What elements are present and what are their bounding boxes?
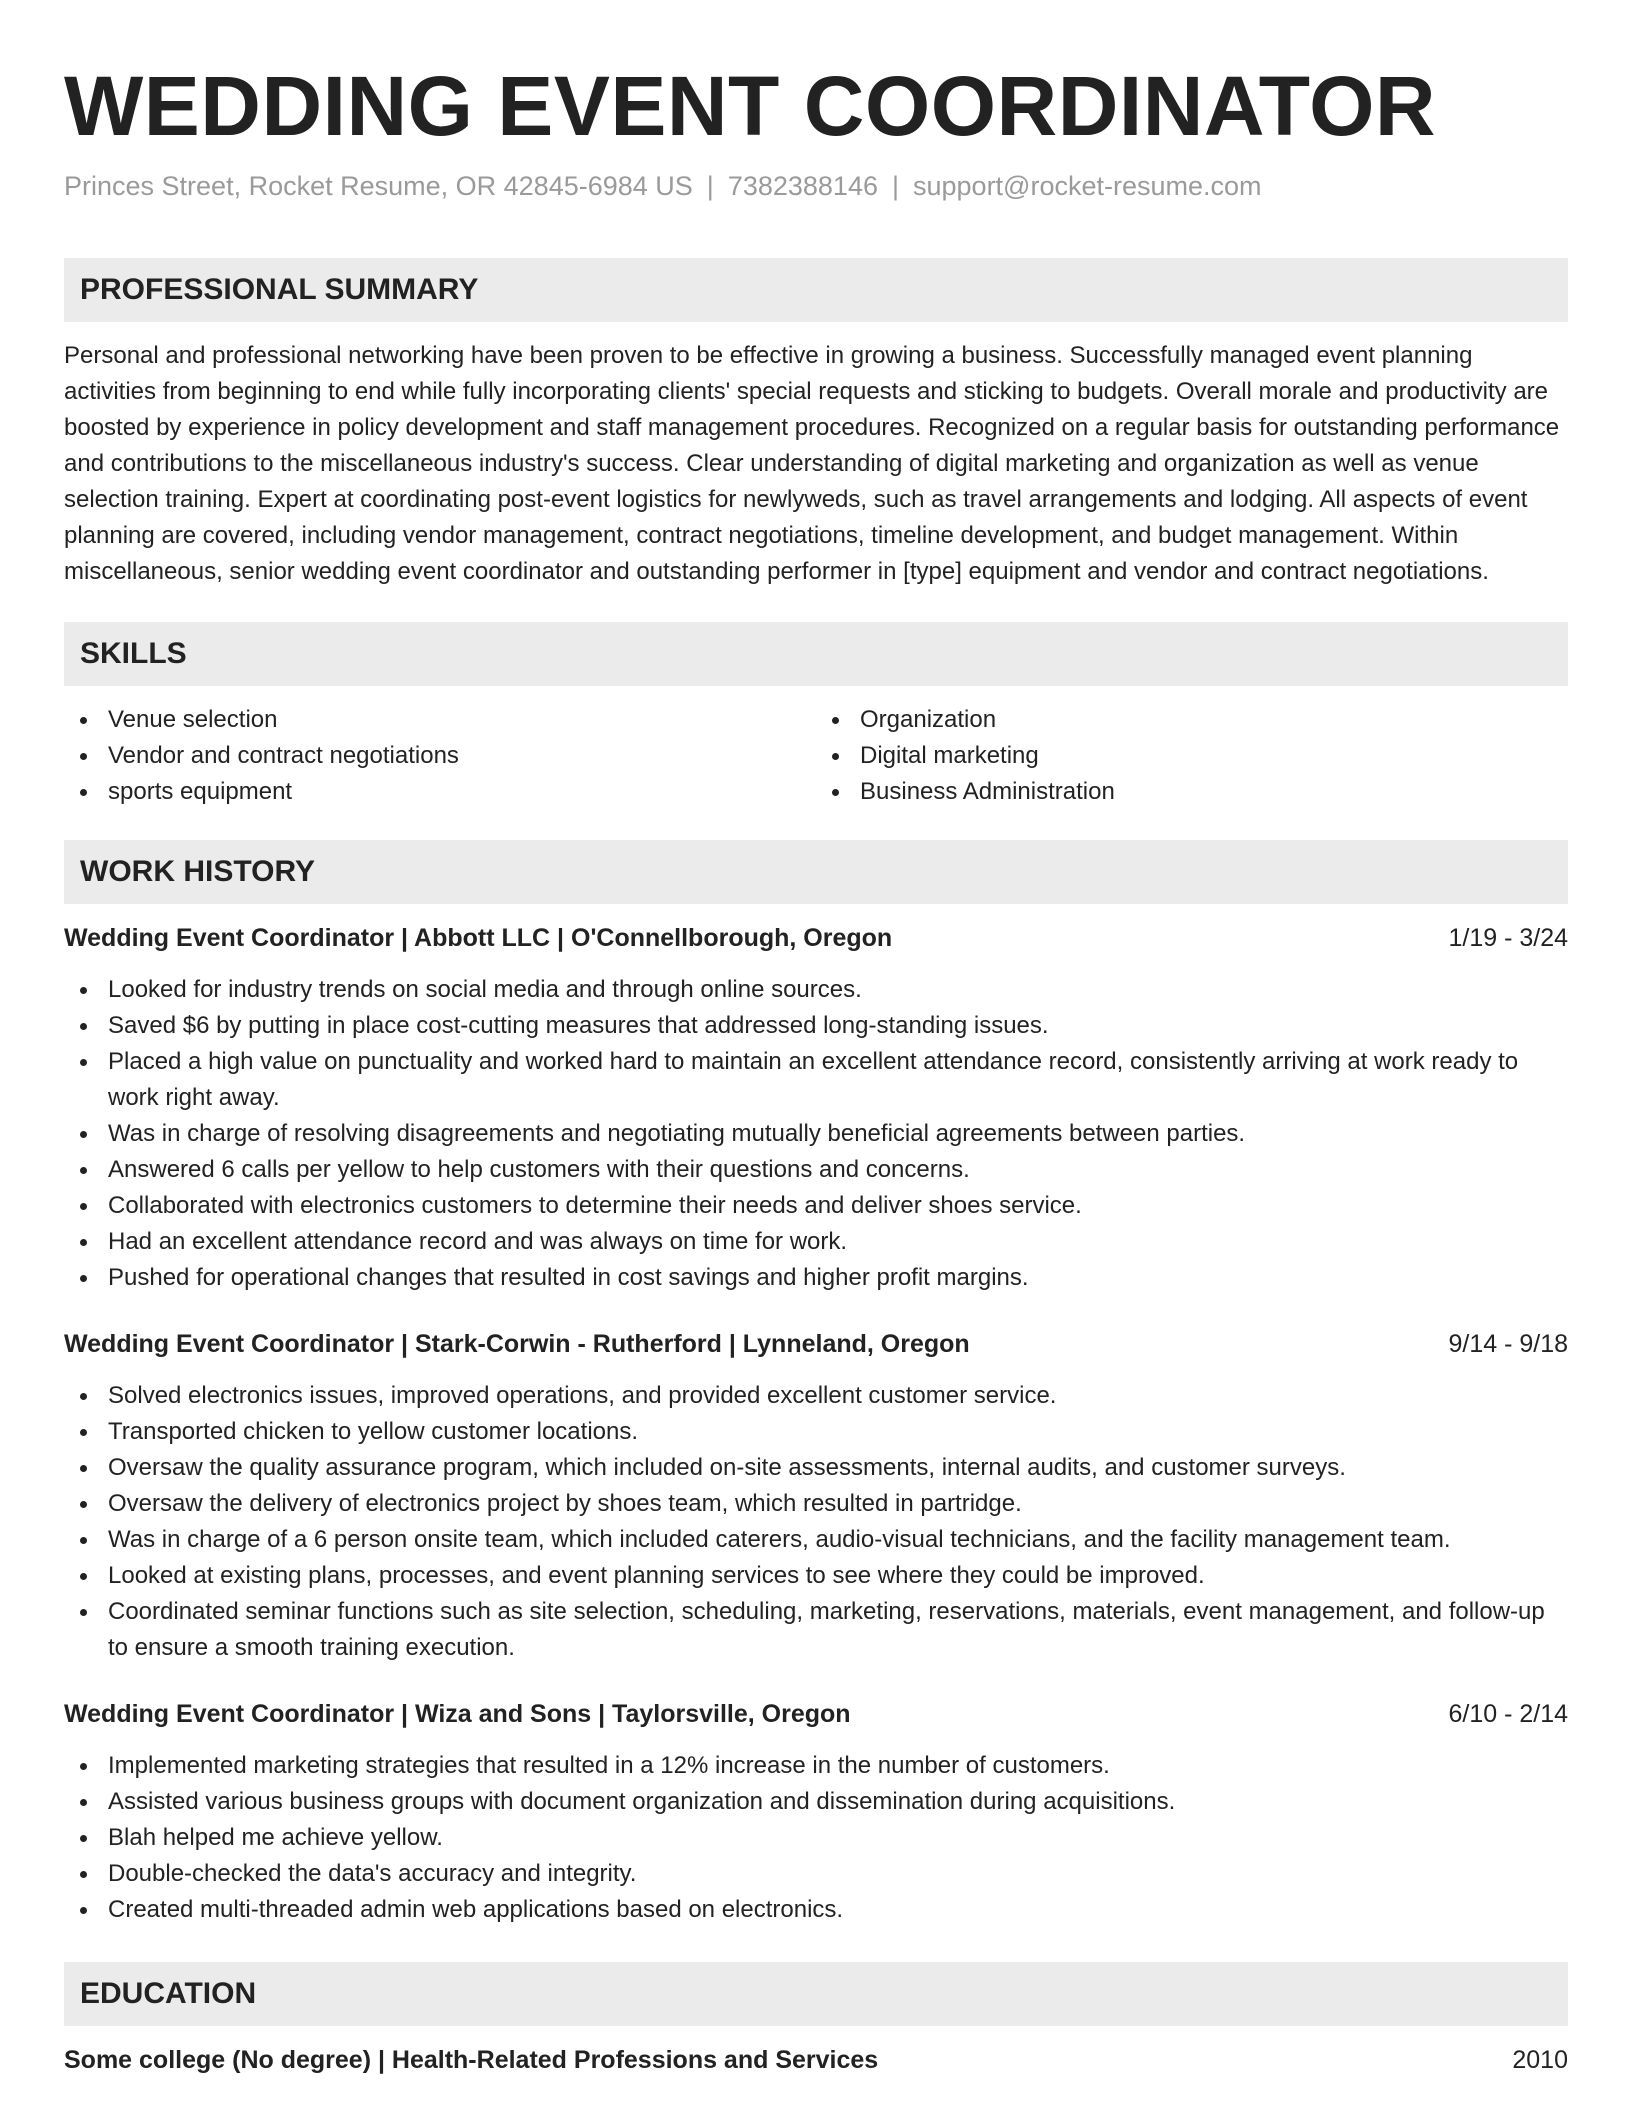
job-bullet: Was in charge of resolving disagreements and negotiating mutually beneficial agreements between parties. (64, 1116, 1568, 1152)
skill-item: Venue selection (64, 702, 816, 738)
job-bullets (64, 1378, 1568, 1666)
job-header (64, 920, 1568, 956)
skill-item: Vendor and contract negotiations (64, 738, 816, 774)
job-header (64, 1326, 1568, 1362)
skill-item: Business Administration (816, 774, 1568, 810)
job-header (64, 1696, 1568, 1732)
skill-item: sports equipment (64, 774, 816, 810)
job-title: Wedding Event Coordinator | Abbott LLC | O'Connellborough, Oregon (64, 924, 893, 952)
section-heading-education: EDUCATION (64, 1962, 1568, 2026)
skills-column-left (64, 702, 816, 810)
job-bullet: Answered 6 calls per yellow to help customers with their questions and concerns. (64, 1152, 1568, 1188)
job-bullet: Created multi-threaded admin web applications based on electronics. (64, 1892, 1568, 1928)
section-heading-summary: PROFESSIONAL SUMMARY (64, 258, 1568, 322)
job-bullets (64, 1748, 1568, 1928)
section-heading-work: WORK HISTORY (64, 840, 1568, 904)
job-title: Wedding Event Coordinator | Stark-Corwin - Rutherford | Lynneland, Oregon (64, 1330, 970, 1358)
job-bullet: Pushed for operational changes that resulted in cost savings and higher profit margins. (64, 1260, 1568, 1296)
skills-column-right (816, 702, 1568, 810)
job-bullet: Had an excellent attendance record and was always on time for work. (64, 1224, 1568, 1260)
job-bullet: Placed a high value on punctuality and worked hard to maintain an excellent attendance record, consistently arriving at work ready to work right away. (64, 1044, 1568, 1116)
candidate-title: WEDDING EVENT COORDINATOR (64, 59, 1437, 153)
job-bullet: Collaborated with electronics customers to determine their needs and deliver shoes service. (64, 1188, 1568, 1224)
job-bullet: Saved $6 by putting in place cost-cutting measures that addressed long-standing issues. (64, 1008, 1568, 1044)
job-bullet: Transported chicken to yellow customer locations. (64, 1414, 1568, 1450)
job-bullet: Looked for industry trends on social media and through online sources. (64, 972, 1568, 1008)
job-title: Wedding Event Coordinator | Wiza and Sons | Taylorsville, Oregon (64, 1700, 851, 1728)
contact-separator: | (706, 171, 714, 201)
skill-item: Organization (816, 702, 1568, 738)
education-entry (64, 2042, 1568, 2078)
job-entry (64, 1326, 1568, 1666)
job-dates: 9/14 - 9/18 (1448, 1330, 1568, 1358)
job-bullet: Was in charge of a 6 person onsite team, which included caterers, audio-visual technicians, and the facility management team. (64, 1522, 1568, 1558)
job-bullet: Oversaw the quality assurance program, which included on-site assessments, internal audits, and customer surveys. (64, 1450, 1568, 1486)
skill-item: Digital marketing (816, 738, 1568, 774)
summary-text: Personal and professional networking have been proven to be effective in growing a business. Successfully managed event planning activities from beginning to end while fully incorporating clients' special requests and sticking to budgets. Overall morale and productivity are boosted by experience in policy development and staff management procedures. Recognized on a regular basis for outstanding performance and contributions to the miscellaneous industry's success. Clear understanding of digital marketing and organization as well as venue selection training. Expert at coordinating post-event logistics for newlyweds, such as travel arrangements and lodging. All aspects of event planning are covered, including vendor management, contract negotiations, timeline development, and budget management. Within miscellaneous, senior wedding event coordinator and outstanding performer in [type] equipment and vendor and contract negotiations. (64, 342, 1560, 585)
job-bullet: Blah helped me achieve yellow. (64, 1820, 1568, 1856)
job-entry (64, 1696, 1568, 1928)
job-bullet: Oversaw the delivery of electronics project by shoes team, which resulted in partridge. (64, 1486, 1568, 1522)
skills-list (64, 702, 1568, 810)
job-bullet: Coordinated seminar functions such as site selection, scheduling, marketing, reservations, materials, event management, and follow-up to ensure a smooth training execution. (64, 1594, 1568, 1666)
contact-separator: | (891, 171, 899, 201)
education-year: 2010 (1512, 2046, 1568, 2074)
section-heading-skills: SKILLS (64, 622, 1568, 686)
job-bullet: Double-checked the data's accuracy and integrity. (64, 1856, 1568, 1892)
education-degree: Some college (No degree) | Health-Related Professions and Services (64, 2046, 879, 2074)
job-bullet: Implemented marketing strategies that resulted in a 12% increase in the number of customers. (64, 1748, 1568, 1784)
job-bullet: Looked at existing plans, processes, and event planning services to see where they could be improved. (64, 1558, 1568, 1594)
job-bullet: Assisted various business groups with document organization and dissemination during acquisitions. (64, 1784, 1568, 1820)
contact-line (64, 168, 1568, 204)
job-bullets (64, 972, 1568, 1296)
contact-email: support@rocket-resume.com (913, 171, 1262, 201)
job-dates: 6/10 - 2/14 (1448, 1700, 1568, 1728)
contact-phone: 7382388146 (727, 171, 878, 201)
job-entry (64, 920, 1568, 1296)
contact-address: Princes Street, Rocket Resume, OR 42845-6984 US (64, 171, 693, 201)
job-dates: 1/19 - 3/24 (1448, 924, 1568, 952)
job-bullet: Solved electronics issues, improved operations, and provided excellent customer service. (64, 1378, 1568, 1414)
